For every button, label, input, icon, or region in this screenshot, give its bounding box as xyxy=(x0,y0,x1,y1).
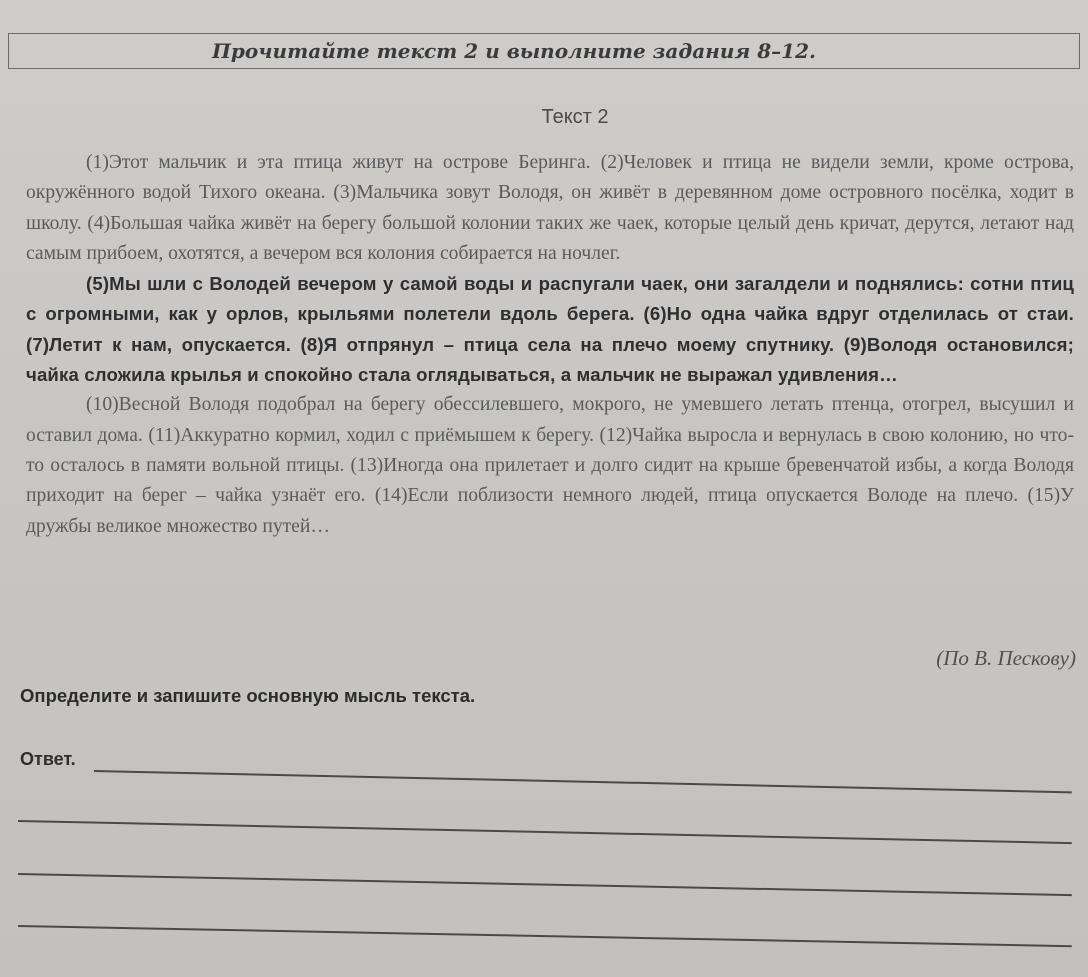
passage-paragraph-1: (1)Этот мальчик и эта птица живут на острове Беринга. (2)Человек и птица не видели земли, кроме острова, окружённого водой Тихого океана. (3)Мальчика зовут Володя, он живёт в деревянном доме островного посёлка, ходит в школу. (4)Большая чайка живёт на берегу большой колонии таких же чаек, которые целый день кричат, дерутся, летают над самым прибоем, охотятся, а вечером вся колония собирается на ночлег. xyxy=(26,152,1074,264)
answer-line-1[interactable] xyxy=(94,770,1072,793)
task-question: Определите и запишите основную мысль текста. xyxy=(20,685,476,706)
answer-line-3[interactable] xyxy=(18,873,1072,896)
answer-label: Ответ. xyxy=(20,749,76,769)
reading-passage xyxy=(26,148,1074,542)
text-title: Текст 2 xyxy=(541,106,609,128)
answer-line-2[interactable] xyxy=(18,820,1072,844)
passage-paragraph-3: (10)Весной Володя подобрал на берегу обессилевшего, мокрого, не умевшего летать птенца, отогрел, высушил и оставил дома. (11)Аккуратно кормил, ходил с приёмышем к берегу. (12)Чайка выросла и вернулась в свою колонию, но что-то осталось в памяти вольной птицы. (13)Иногда она прилетает и долго сидит на крыше бревенчатой избы, а когда Володя приходит на берег – чайка узнаёт его. (14)Если поблизости немного людей, птица опускается Володе на плечо. (15)У дружбы великое множество путей… xyxy=(26,394,1074,537)
answer-line-4[interactable] xyxy=(18,925,1072,947)
passage-paragraph-2: (5)Мы шли с Володей вечером у самой воды и распугали чаек, они загалдели и поднялись: сотни птиц с огромными, как у орлов, крыльями полетели вдоль берега. (6)Но одна чайка вдруг отделилась от стаи. (7)Летит к нам, опускается. (8)Я отпрянул – птица села на плечо моему спутнику. (9)Володя остановился; чайка сложила крылья и спокойно стала оглядываться, а мальчик не выражал удивления… xyxy=(26,273,1074,386)
instruction-heading: Прочитайте текст 2 и выполните задания 8–12. xyxy=(212,39,816,63)
instruction-box xyxy=(8,33,1080,69)
author-attribution: (По В. Пескову) xyxy=(936,646,1076,670)
